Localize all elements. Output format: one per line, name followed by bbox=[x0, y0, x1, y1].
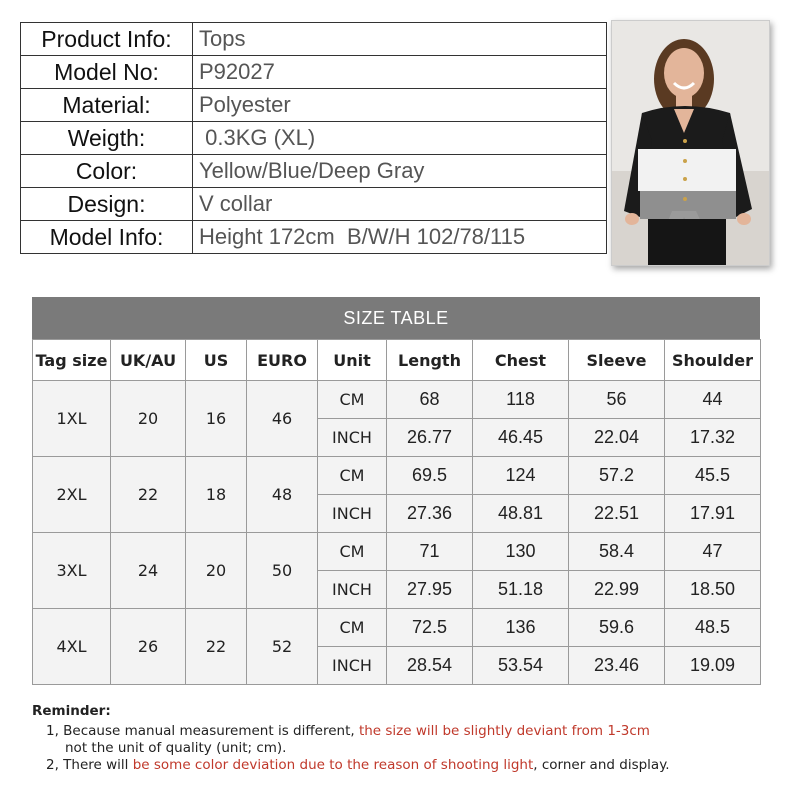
size-header-cell: US bbox=[186, 340, 247, 381]
length-cell: 26.77 bbox=[387, 419, 473, 457]
shoulder-cell: 48.5 bbox=[665, 609, 761, 647]
length-cell: 28.54 bbox=[387, 647, 473, 685]
info-row bbox=[21, 89, 607, 122]
reminder-line-2-end: , corner and display. bbox=[533, 757, 670, 773]
info-label: Model No: bbox=[21, 56, 193, 89]
info-value: V collar bbox=[193, 188, 607, 221]
info-row bbox=[21, 188, 607, 221]
length-cell: 27.95 bbox=[387, 571, 473, 609]
reminder-line-2-text: 2, There will bbox=[46, 757, 133, 773]
unit-cell: INCH bbox=[318, 647, 387, 685]
tag-size-cell: 2XL bbox=[33, 457, 111, 533]
sleeve-cell: 57.2 bbox=[569, 457, 665, 495]
sleeve-cell: 58.4 bbox=[569, 533, 665, 571]
size-row-cm bbox=[33, 457, 761, 495]
size-table-title: SIZE TABLE bbox=[32, 297, 760, 339]
tag-size-cell: 4XL bbox=[33, 609, 111, 685]
size-header-cell: Shoulder bbox=[665, 340, 761, 381]
reminder-line-1-text: 1, Because manual measurement is different, bbox=[46, 723, 359, 739]
sleeve-cell: 59.6 bbox=[569, 609, 665, 647]
shoulder-cell: 17.32 bbox=[665, 419, 761, 457]
unit-cell: CM bbox=[318, 457, 387, 495]
unit-cell: CM bbox=[318, 609, 387, 647]
size-row-cm bbox=[33, 381, 761, 419]
info-value: Polyester bbox=[193, 89, 607, 122]
info-value: Tops bbox=[193, 23, 607, 56]
info-label: Product Info: bbox=[21, 23, 193, 56]
size-table-header-row bbox=[33, 340, 761, 381]
info-value: Height 172cm B/W/H 102/78/115 bbox=[193, 221, 607, 254]
info-row bbox=[21, 56, 607, 89]
reminder-line-2 bbox=[32, 757, 772, 774]
shoulder-cell: 17.91 bbox=[665, 495, 761, 533]
product-info-table bbox=[20, 22, 607, 254]
model-illustration bbox=[612, 21, 769, 265]
size-header-cell: UK/AU bbox=[111, 340, 186, 381]
info-value: P92027 bbox=[193, 56, 607, 89]
reminder-line-1 bbox=[32, 723, 772, 740]
unit-cell: INCH bbox=[318, 571, 387, 609]
size-header-cell: Unit bbox=[318, 340, 387, 381]
size-header-cell: Tag size bbox=[33, 340, 111, 381]
euro-cell: 50 bbox=[247, 533, 318, 609]
uk-au-cell: 24 bbox=[111, 533, 186, 609]
size-header-cell: Chest bbox=[473, 340, 569, 381]
tag-size-cell: 3XL bbox=[33, 533, 111, 609]
sleeve-cell: 22.99 bbox=[569, 571, 665, 609]
unit-cell: CM bbox=[318, 533, 387, 571]
tag-size-cell: 1XL bbox=[33, 381, 111, 457]
us-cell: 22 bbox=[186, 609, 247, 685]
size-row-cm bbox=[33, 533, 761, 571]
model-photo bbox=[611, 20, 770, 266]
length-cell: 68 bbox=[387, 381, 473, 419]
unit-cell: CM bbox=[318, 381, 387, 419]
chest-cell: 53.54 bbox=[473, 647, 569, 685]
chest-cell: 118 bbox=[473, 381, 569, 419]
shoulder-cell: 19.09 bbox=[665, 647, 761, 685]
info-row bbox=[21, 155, 607, 188]
size-table-section bbox=[32, 297, 760, 685]
info-label: Model Info: bbox=[21, 221, 193, 254]
sleeve-cell: 23.46 bbox=[569, 647, 665, 685]
shoulder-cell: 18.50 bbox=[665, 571, 761, 609]
unit-cell: INCH bbox=[318, 419, 387, 457]
euro-cell: 48 bbox=[247, 457, 318, 533]
info-row bbox=[21, 221, 607, 254]
us-cell: 20 bbox=[186, 533, 247, 609]
info-value: 0.3KG (XL) bbox=[193, 122, 607, 155]
euro-cell: 52 bbox=[247, 609, 318, 685]
euro-cell: 46 bbox=[247, 381, 318, 457]
length-cell: 27.36 bbox=[387, 495, 473, 533]
unit-cell: INCH bbox=[318, 495, 387, 533]
info-label: Color: bbox=[21, 155, 193, 188]
info-value: Yellow/Blue/Deep Gray bbox=[193, 155, 607, 188]
length-cell: 72.5 bbox=[387, 609, 473, 647]
uk-au-cell: 22 bbox=[111, 457, 186, 533]
reminder-line-2-highlight: be some color deviation due to the reason of shooting light bbox=[132, 757, 534, 773]
us-cell: 16 bbox=[186, 381, 247, 457]
chest-cell: 130 bbox=[473, 533, 569, 571]
us-cell: 18 bbox=[186, 457, 247, 533]
chest-cell: 51.18 bbox=[473, 571, 569, 609]
info-label: Material: bbox=[21, 89, 193, 122]
reminder-section bbox=[32, 703, 772, 774]
sleeve-cell: 22.04 bbox=[569, 419, 665, 457]
length-cell: 69.5 bbox=[387, 457, 473, 495]
size-header-cell: Sleeve bbox=[569, 340, 665, 381]
chest-cell: 136 bbox=[473, 609, 569, 647]
chest-cell: 124 bbox=[473, 457, 569, 495]
uk-au-cell: 20 bbox=[111, 381, 186, 457]
info-row bbox=[21, 23, 607, 56]
reminder-title: Reminder: bbox=[32, 703, 111, 719]
chest-cell: 48.81 bbox=[473, 495, 569, 533]
size-table bbox=[32, 339, 761, 685]
size-header-cell: EURO bbox=[247, 340, 318, 381]
info-row bbox=[21, 122, 607, 155]
shoulder-cell: 45.5 bbox=[665, 457, 761, 495]
info-label: Design: bbox=[21, 188, 193, 221]
uk-au-cell: 26 bbox=[111, 609, 186, 685]
reminder-line-1-highlight: the size will be slightly deviant from 1-3cm bbox=[358, 723, 650, 739]
chest-cell: 46.45 bbox=[473, 419, 569, 457]
size-row-cm bbox=[33, 609, 761, 647]
info-label: Weigth: bbox=[21, 122, 193, 155]
length-cell: 71 bbox=[387, 533, 473, 571]
shoulder-cell: 44 bbox=[665, 381, 761, 419]
sleeve-cell: 22.51 bbox=[569, 495, 665, 533]
size-header-cell: Length bbox=[387, 340, 473, 381]
shoulder-cell: 47 bbox=[665, 533, 761, 571]
sleeve-cell: 56 bbox=[569, 381, 665, 419]
reminder-line-1-cont: not the unit of quality (unit; cm). bbox=[65, 740, 287, 756]
